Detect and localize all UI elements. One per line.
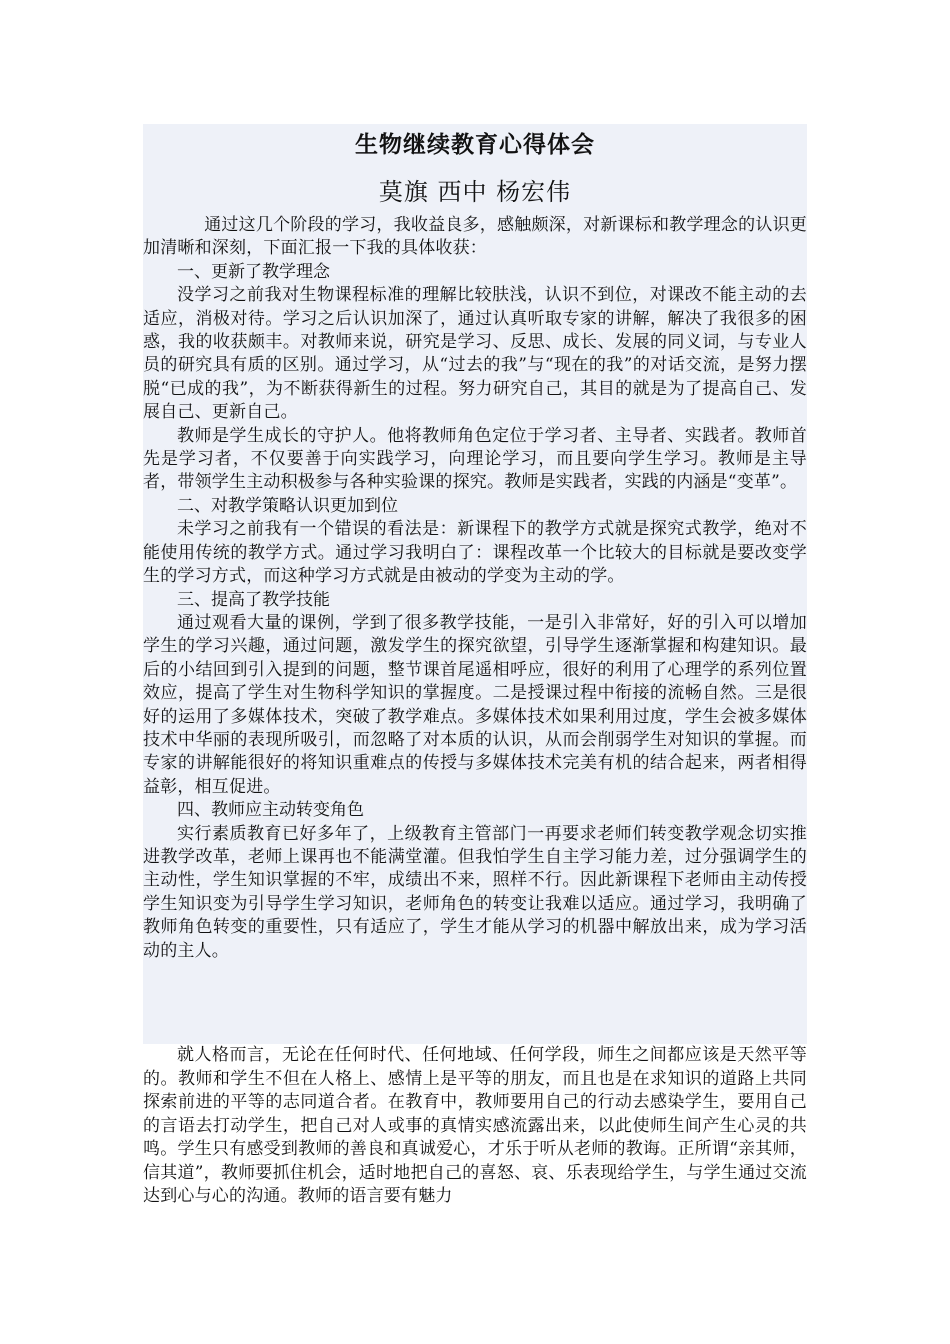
section-paragraph: 实行素质教育已好多年了，上级教育主管部门一再要求老师们转变教学观念切实推进教学改革，老师上课再也不能满堂灌。但我怕学生自主学习能力差，过分强调学生的主动性，学生知识掌握的不牢，成绩出不来，照样不行。因此新课程下老师由主动传授学生知识变为引导学生学习知识，老师角色的转变让我难以适应。通过学习，我明确了教师角色转变的重要性，只有适应了，学生才能从学习的机器中解放出来，成为学习活动的主人。	[143, 823, 807, 961]
section-paragraph: 未学习之前我有一个错误的看法是：新课程下的教学方式就是探究式教学，绝对不能使用传统的教学方式。通过学习我明白了：课程改革一个比较大的目标就是要改变学生的学习方式，而这种学习方式就是由被动的学变为主动的学。	[143, 519, 807, 587]
intro-paragraph: 通过这几个阶段的学习，我收益良多，感触颇深，对新课标和教学理念的认识更加清晰和深刻，下面汇报一下我的具体收获：	[143, 215, 807, 259]
document-title: 生物继续教育心得体会	[355, 132, 595, 158]
section-heading: 三、提高了教学技能	[177, 589, 330, 610]
section-paragraph: 教师是学生成长的守护人。他将教师角色定位于学习者、主导者、实践者。教师首先是学习者，不仅要善于向实践学习，向理论学习，而且要向学生学习。教师是主导者，带领学生主动积极参与各种实验课的探究。教师是实践者，实践的内涵是“变革”。	[143, 425, 807, 493]
section-paragraph: 没学习之前我对生物课程标准的理解比较肤浅，认识不到位，对课改不能主动的去适应，消极对待。学习之后认识加深了，通过认真听取专家的讲解，解决了我很多的困惑，我的收获颇丰。对教师来说，研究是学习、反思、成长、发展的同义词，与专业人员的研究具有质的区别。通过学习，从“过去的我”与“现在的我”的对话交流，是努力摆脱“已成的我”，为不断获得新生的过程。努力研究自己，其目的就是为了提高自己、发展自己、更新自己。	[143, 285, 807, 423]
section-heading: 一、更新了教学理念	[177, 261, 330, 282]
closing-paragraph: 就人格而言，无论在任何时代、任何地域、任何学段，师生之间都应该是天然平等的。教师和学生不但在人格上、感情上是平等的朋友，而且也是在求知识的道路上共同探索前进的平等的志同道合者。在教育中，教师要用自己的行动去感染学生，要用自己的言语去打动学生，把自己对人或事的真情实感流露出来，以此使师生间产生心灵的共鸣。学生只有感受到教师的善良和真诚爱心，才乐于听从老师的教诲。正所谓“亲其师，信其道”，教师要抓住机会，适时地把自己的喜怒、哀、乐表现给学生，与学生通过交流达到心与心的沟通。教师的语言要有魅力	[143, 1045, 807, 1206]
section-paragraph: 通过观看大量的课例，学到了很多教学技能，一是引入非常好，好的引入可以增加学生的学习兴趣，通过问题，激发学生的探究欲望，引导学生逐渐掌握和构建知识。最后的小结回到引入提到的问题，整节课首尾遥相呼应，很好的利用了心理学的系列位置效应，提高了学生对生物科学知识的掌握度。二是授课过程中衔接的流畅自然。三是很好的运用了多媒体技术，突破了教学难点。多媒体技术如果利用过度，学生会被多媒体技术中华丽的表现所吸引，而忽略了对本质的认识，从而会削弱学生对知识的掌握。而专家的讲解能很好的将知识重难点的传授与多媒体技术完美有机的结合起来，两者相得益彰，相互促进。	[143, 612, 807, 797]
section-heading: 四、教师应主动转变角色	[177, 800, 364, 821]
closing-block	[143, 1044, 807, 1209]
section-heading: 二、对教学策略认识更加到位	[177, 495, 398, 516]
document-body	[143, 128, 807, 963]
document-author: 莫旗 西中 杨宏伟	[378, 178, 572, 206]
